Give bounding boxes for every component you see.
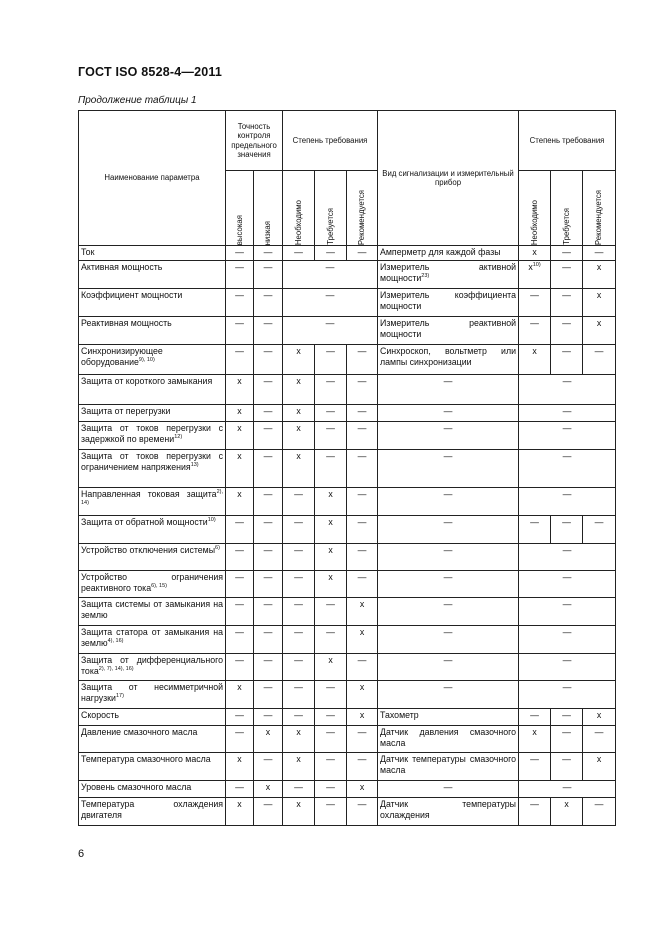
cell-required-left: — bbox=[315, 422, 347, 450]
cell-device: — bbox=[378, 488, 519, 516]
cell-accuracy-high: — bbox=[226, 781, 254, 798]
cell-degree-left-merged: — bbox=[283, 289, 378, 317]
cell-device: — bbox=[378, 516, 519, 544]
cell-necessary-right: — bbox=[519, 516, 551, 544]
cell-device: — bbox=[378, 654, 519, 681]
cell-required-right: — bbox=[551, 345, 583, 375]
cell-accuracy-low: — bbox=[254, 753, 283, 781]
cell-accuracy-low: — bbox=[254, 450, 283, 488]
cell-parameter: Уровень смазочного масла bbox=[79, 781, 226, 798]
cell-required-left: х bbox=[315, 488, 347, 516]
cell-accuracy-low: — bbox=[254, 422, 283, 450]
cell-parameter: Коэффициент мощности bbox=[79, 289, 226, 317]
table-row bbox=[79, 753, 616, 781]
cell-necessary-left: — bbox=[283, 781, 315, 798]
cell-device: Тахометр bbox=[378, 709, 519, 726]
cell-recommended-left: — bbox=[347, 516, 378, 544]
cell-necessary-left: — bbox=[283, 681, 315, 709]
cell-recommended-left: х bbox=[347, 781, 378, 798]
cell-necessary-right: — bbox=[519, 798, 551, 826]
cell-recommended-right: х bbox=[583, 289, 616, 317]
cell-necessary-right: $х^{10)}$ bbox=[519, 261, 551, 289]
cell-accuracy-low: — bbox=[254, 345, 283, 375]
cell-accuracy-high: х bbox=[226, 375, 254, 405]
cell-parameter: Устройство ограничения реактивного тока$^{6), 15)}$ bbox=[79, 571, 226, 598]
cell-accuracy-high: — bbox=[226, 571, 254, 598]
cell-parameter: Синхронизирующее оборудование$^{9), 10)}$ bbox=[79, 345, 226, 375]
cell-required-left: х bbox=[315, 654, 347, 681]
cell-accuracy-low: — bbox=[254, 261, 283, 289]
table-row bbox=[79, 798, 616, 826]
cell-accuracy-high: — bbox=[226, 709, 254, 726]
cell-recommended-left: х bbox=[347, 626, 378, 654]
cell-accuracy-high: — bbox=[226, 544, 254, 571]
cell-accuracy-low: — bbox=[254, 405, 283, 422]
cell-required-left: — bbox=[315, 450, 347, 488]
cell-recommended-right: — bbox=[583, 726, 616, 753]
cell-recommended-left: — bbox=[347, 753, 378, 781]
cell-recommended-left: — bbox=[347, 345, 378, 375]
cell-recommended-left: — bbox=[347, 246, 378, 261]
cell-necessary-left: — bbox=[283, 598, 315, 626]
cell-device: Амперметр для каждой фазы bbox=[378, 246, 519, 261]
cell-accuracy-high: — bbox=[226, 626, 254, 654]
table-row bbox=[79, 571, 616, 598]
table-row bbox=[79, 289, 616, 317]
cell-recommended-left: — bbox=[347, 798, 378, 826]
cell-required-left: — bbox=[315, 781, 347, 798]
cell-recommended-right: — bbox=[583, 345, 616, 375]
cell-parameter: Скорость bbox=[79, 709, 226, 726]
cell-accuracy-high: — bbox=[226, 246, 254, 261]
cell-parameter: Направленная токовая защита$^{2), 14)}$ bbox=[79, 488, 226, 516]
cell-device: — bbox=[378, 544, 519, 571]
cell-accuracy-low: х bbox=[254, 781, 283, 798]
cell-required-right: — bbox=[551, 516, 583, 544]
cell-necessary-left: х bbox=[283, 405, 315, 422]
header-recommended-right: Рекомендуется bbox=[583, 171, 616, 246]
cell-degree-left-merged: — bbox=[283, 261, 378, 289]
cell-accuracy-low: — bbox=[254, 488, 283, 516]
header-degree-right: Степень требования bbox=[519, 111, 616, 171]
table-row bbox=[79, 681, 616, 709]
cell-accuracy-high: — bbox=[226, 345, 254, 375]
cell-recommended-left: — bbox=[347, 375, 378, 405]
cell-required-right: — bbox=[551, 753, 583, 781]
table-row bbox=[79, 261, 616, 289]
table-continuation-caption: Продолжение таблицы 1 bbox=[78, 95, 197, 106]
cell-degree-right-merged: — bbox=[519, 571, 616, 598]
cell-recommended-right: х bbox=[583, 753, 616, 781]
cell-degree-right-merged: — bbox=[519, 422, 616, 450]
cell-accuracy-low: — bbox=[254, 626, 283, 654]
cell-necessary-left: х bbox=[283, 422, 315, 450]
table-row bbox=[79, 345, 616, 375]
cell-accuracy-low: — bbox=[254, 544, 283, 571]
table-row bbox=[79, 709, 616, 726]
cell-recommended-left: — bbox=[347, 405, 378, 422]
cell-recommended-right: х bbox=[583, 709, 616, 726]
cell-recommended-left: — bbox=[347, 488, 378, 516]
cell-required-left: х bbox=[315, 544, 347, 571]
cell-accuracy-low: х bbox=[254, 726, 283, 753]
cell-accuracy-high: х bbox=[226, 405, 254, 422]
cell-accuracy-high: — bbox=[226, 654, 254, 681]
cell-required-left: — bbox=[315, 626, 347, 654]
table-row bbox=[79, 405, 616, 422]
cell-accuracy-high: — bbox=[226, 317, 254, 345]
cell-accuracy-low: — bbox=[254, 246, 283, 261]
cell-parameter: Защита от дифференциального тока$^{2), 7), 14), 16)}$ bbox=[79, 654, 226, 681]
cell-parameter: Устройство отключения системы$^{6)}$ bbox=[79, 544, 226, 571]
cell-parameter: Защита от перегрузки bbox=[79, 405, 226, 422]
cell-necessary-left: х bbox=[283, 726, 315, 753]
cell-accuracy-high: х bbox=[226, 422, 254, 450]
header-low: низкая bbox=[254, 171, 283, 246]
cell-accuracy-high: х bbox=[226, 753, 254, 781]
table-row bbox=[79, 781, 616, 798]
table-row bbox=[79, 626, 616, 654]
cell-required-right: — bbox=[551, 709, 583, 726]
cell-accuracy-low: — bbox=[254, 516, 283, 544]
cell-device: Датчик температуры смазочного масла bbox=[378, 753, 519, 781]
cell-accuracy-high: х bbox=[226, 450, 254, 488]
cell-necessary-left: х bbox=[283, 375, 315, 405]
header-recommended-left: Рекомендуется bbox=[347, 171, 378, 246]
table-body bbox=[79, 246, 616, 826]
cell-degree-right-merged: — bbox=[519, 598, 616, 626]
cell-recommended-left: х bbox=[347, 681, 378, 709]
cell-required-left: — bbox=[315, 345, 347, 375]
cell-necessary-left: — bbox=[283, 654, 315, 681]
cell-necessary-left: — bbox=[283, 571, 315, 598]
table-row bbox=[79, 544, 616, 571]
cell-accuracy-high: х bbox=[226, 798, 254, 826]
cell-necessary-left: — bbox=[283, 246, 315, 261]
cell-necessary-right: — bbox=[519, 753, 551, 781]
cell-recommended-right: — bbox=[583, 516, 616, 544]
cell-device: — bbox=[378, 405, 519, 422]
table-row bbox=[79, 450, 616, 488]
cell-accuracy-low: — bbox=[254, 289, 283, 317]
cell-parameter: Защита от обратной мощности$^{10)}$ bbox=[79, 516, 226, 544]
requirements-table bbox=[78, 110, 616, 826]
cell-required-left: х bbox=[315, 516, 347, 544]
cell-required-right: — bbox=[551, 246, 583, 261]
header-degree-left: Степень требования bbox=[283, 111, 378, 171]
cell-necessary-left: х bbox=[283, 753, 315, 781]
cell-device: — bbox=[378, 781, 519, 798]
cell-degree-right-merged: — bbox=[519, 450, 616, 488]
cell-necessary-left: — bbox=[283, 544, 315, 571]
cell-degree-right-merged: — bbox=[519, 375, 616, 405]
cell-recommended-left: — bbox=[347, 571, 378, 598]
cell-required-left: — bbox=[315, 405, 347, 422]
cell-necessary-left: — bbox=[283, 488, 315, 516]
cell-device: — bbox=[378, 450, 519, 488]
cell-accuracy-low: — bbox=[254, 317, 283, 345]
header-device: Вид сигнализации и измерительный прибор bbox=[378, 111, 519, 246]
cell-required-left: — bbox=[315, 375, 347, 405]
cell-parameter: Защита от короткого замыкания bbox=[79, 375, 226, 405]
cell-required-right: х bbox=[551, 798, 583, 826]
cell-accuracy-low: — bbox=[254, 798, 283, 826]
cell-degree-right-merged: — bbox=[519, 544, 616, 571]
cell-recommended-left: — bbox=[347, 654, 378, 681]
header-accuracy: Точность контроля предельного значения bbox=[226, 111, 283, 171]
cell-device: Измеритель реактивной мощности bbox=[378, 317, 519, 345]
cell-device: — bbox=[378, 598, 519, 626]
cell-required-left: — bbox=[315, 726, 347, 753]
cell-necessary-right: х bbox=[519, 246, 551, 261]
cell-parameter: Давление смазочного масла bbox=[79, 726, 226, 753]
cell-parameter: Активная мощность bbox=[79, 261, 226, 289]
header-required-left: Требуется bbox=[315, 171, 347, 246]
cell-recommended-left: — bbox=[347, 726, 378, 753]
cell-required-left: — bbox=[315, 753, 347, 781]
cell-required-right: — bbox=[551, 317, 583, 345]
cell-necessary-left: х bbox=[283, 345, 315, 375]
cell-degree-right-merged: — bbox=[519, 626, 616, 654]
header-necessary-right: Необходимо bbox=[519, 171, 551, 246]
table-row bbox=[79, 317, 616, 345]
cell-required-left: — bbox=[315, 598, 347, 626]
cell-accuracy-low: — bbox=[254, 571, 283, 598]
page-number: 6 bbox=[78, 848, 85, 860]
cell-device: — bbox=[378, 681, 519, 709]
table-row bbox=[79, 598, 616, 626]
table-row bbox=[79, 422, 616, 450]
cell-necessary-right: х bbox=[519, 345, 551, 375]
cell-parameter: Защита статора от замыкания на землю$^{4), 16)}$ bbox=[79, 626, 226, 654]
cell-required-left: — bbox=[315, 709, 347, 726]
cell-necessary-right: х bbox=[519, 726, 551, 753]
document-header: ГОСТ ISO 8528-4—2011 bbox=[78, 65, 223, 79]
cell-recommended-left: — bbox=[347, 450, 378, 488]
cell-required-right: — bbox=[551, 289, 583, 317]
cell-accuracy-high: х bbox=[226, 681, 254, 709]
header-high: высокая bbox=[226, 171, 254, 246]
cell-necessary-right: — bbox=[519, 317, 551, 345]
cell-degree-right-merged: — bbox=[519, 488, 616, 516]
table-row bbox=[79, 375, 616, 405]
cell-accuracy-high: — bbox=[226, 516, 254, 544]
cell-required-left: — bbox=[315, 246, 347, 261]
cell-recommended-left: х bbox=[347, 709, 378, 726]
cell-device: Датчик температуры охлаждения bbox=[378, 798, 519, 826]
cell-accuracy-low: — bbox=[254, 709, 283, 726]
cell-required-left: — bbox=[315, 681, 347, 709]
cell-recommended-right: х bbox=[583, 261, 616, 289]
table-row bbox=[79, 726, 616, 753]
cell-necessary-right: — bbox=[519, 289, 551, 317]
header-required-right: Требуется bbox=[551, 171, 583, 246]
cell-accuracy-high: х bbox=[226, 488, 254, 516]
cell-necessary-right: — bbox=[519, 709, 551, 726]
cell-necessary-left: х bbox=[283, 450, 315, 488]
cell-accuracy-high: — bbox=[226, 598, 254, 626]
cell-recommended-right: х bbox=[583, 317, 616, 345]
cell-accuracy-low: — bbox=[254, 654, 283, 681]
cell-parameter: Защита от токов перегрузки с задержкой по времени$^{12)}$ bbox=[79, 422, 226, 450]
cell-necessary-left: — bbox=[283, 626, 315, 654]
cell-necessary-left: — bbox=[283, 516, 315, 544]
cell-necessary-left: х bbox=[283, 798, 315, 826]
cell-recommended-right: — bbox=[583, 798, 616, 826]
cell-degree-right-merged: — bbox=[519, 781, 616, 798]
cell-recommended-left: — bbox=[347, 422, 378, 450]
cell-degree-left-merged: — bbox=[283, 317, 378, 345]
cell-required-right: — bbox=[551, 726, 583, 753]
cell-recommended-right: — bbox=[583, 246, 616, 261]
cell-device: Измеритель активной мощности$^{23)}$ bbox=[378, 261, 519, 289]
table-row bbox=[79, 516, 616, 544]
cell-accuracy-low: — bbox=[254, 375, 283, 405]
cell-required-left: х bbox=[315, 571, 347, 598]
cell-accuracy-low: — bbox=[254, 681, 283, 709]
cell-parameter: Температура охлаждения двигателя bbox=[79, 798, 226, 826]
cell-device: — bbox=[378, 571, 519, 598]
table-row bbox=[79, 654, 616, 681]
cell-necessary-left: — bbox=[283, 709, 315, 726]
cell-accuracy-high: — bbox=[226, 261, 254, 289]
table-row bbox=[79, 246, 616, 261]
cell-accuracy-low: — bbox=[254, 598, 283, 626]
cell-parameter: Реактивная мощность bbox=[79, 317, 226, 345]
cell-device: Измеритель коэффициента мощности bbox=[378, 289, 519, 317]
cell-degree-right-merged: — bbox=[519, 654, 616, 681]
cell-parameter: Защита от несимметричной нагрузки$^{17)}$ bbox=[79, 681, 226, 709]
cell-required-right: — bbox=[551, 261, 583, 289]
cell-device: Синхроскоп, вольтметр или лампы синхронизации bbox=[378, 345, 519, 375]
cell-recommended-left: х bbox=[347, 598, 378, 626]
cell-degree-right-merged: — bbox=[519, 681, 616, 709]
header-parameter-name: Наименование параметра bbox=[79, 111, 226, 246]
cell-recommended-left: — bbox=[347, 544, 378, 571]
header-necessary-left: Необходимо bbox=[283, 171, 315, 246]
cell-parameter: Защита от токов перегрузки с ограничением напряжения$^{13)}$ bbox=[79, 450, 226, 488]
cell-device: — bbox=[378, 626, 519, 654]
cell-parameter: Защита системы от замыкания на землю bbox=[79, 598, 226, 626]
cell-degree-right-merged: — bbox=[519, 405, 616, 422]
table-row bbox=[79, 488, 616, 516]
cell-required-left: — bbox=[315, 798, 347, 826]
cell-device: Датчик давления смазочного масла bbox=[378, 726, 519, 753]
cell-device: — bbox=[378, 375, 519, 405]
cell-parameter: Температура смазочного масла bbox=[79, 753, 226, 781]
cell-accuracy-high: — bbox=[226, 289, 254, 317]
cell-device: — bbox=[378, 422, 519, 450]
cell-parameter: Ток bbox=[79, 246, 226, 261]
cell-accuracy-high: — bbox=[226, 726, 254, 753]
